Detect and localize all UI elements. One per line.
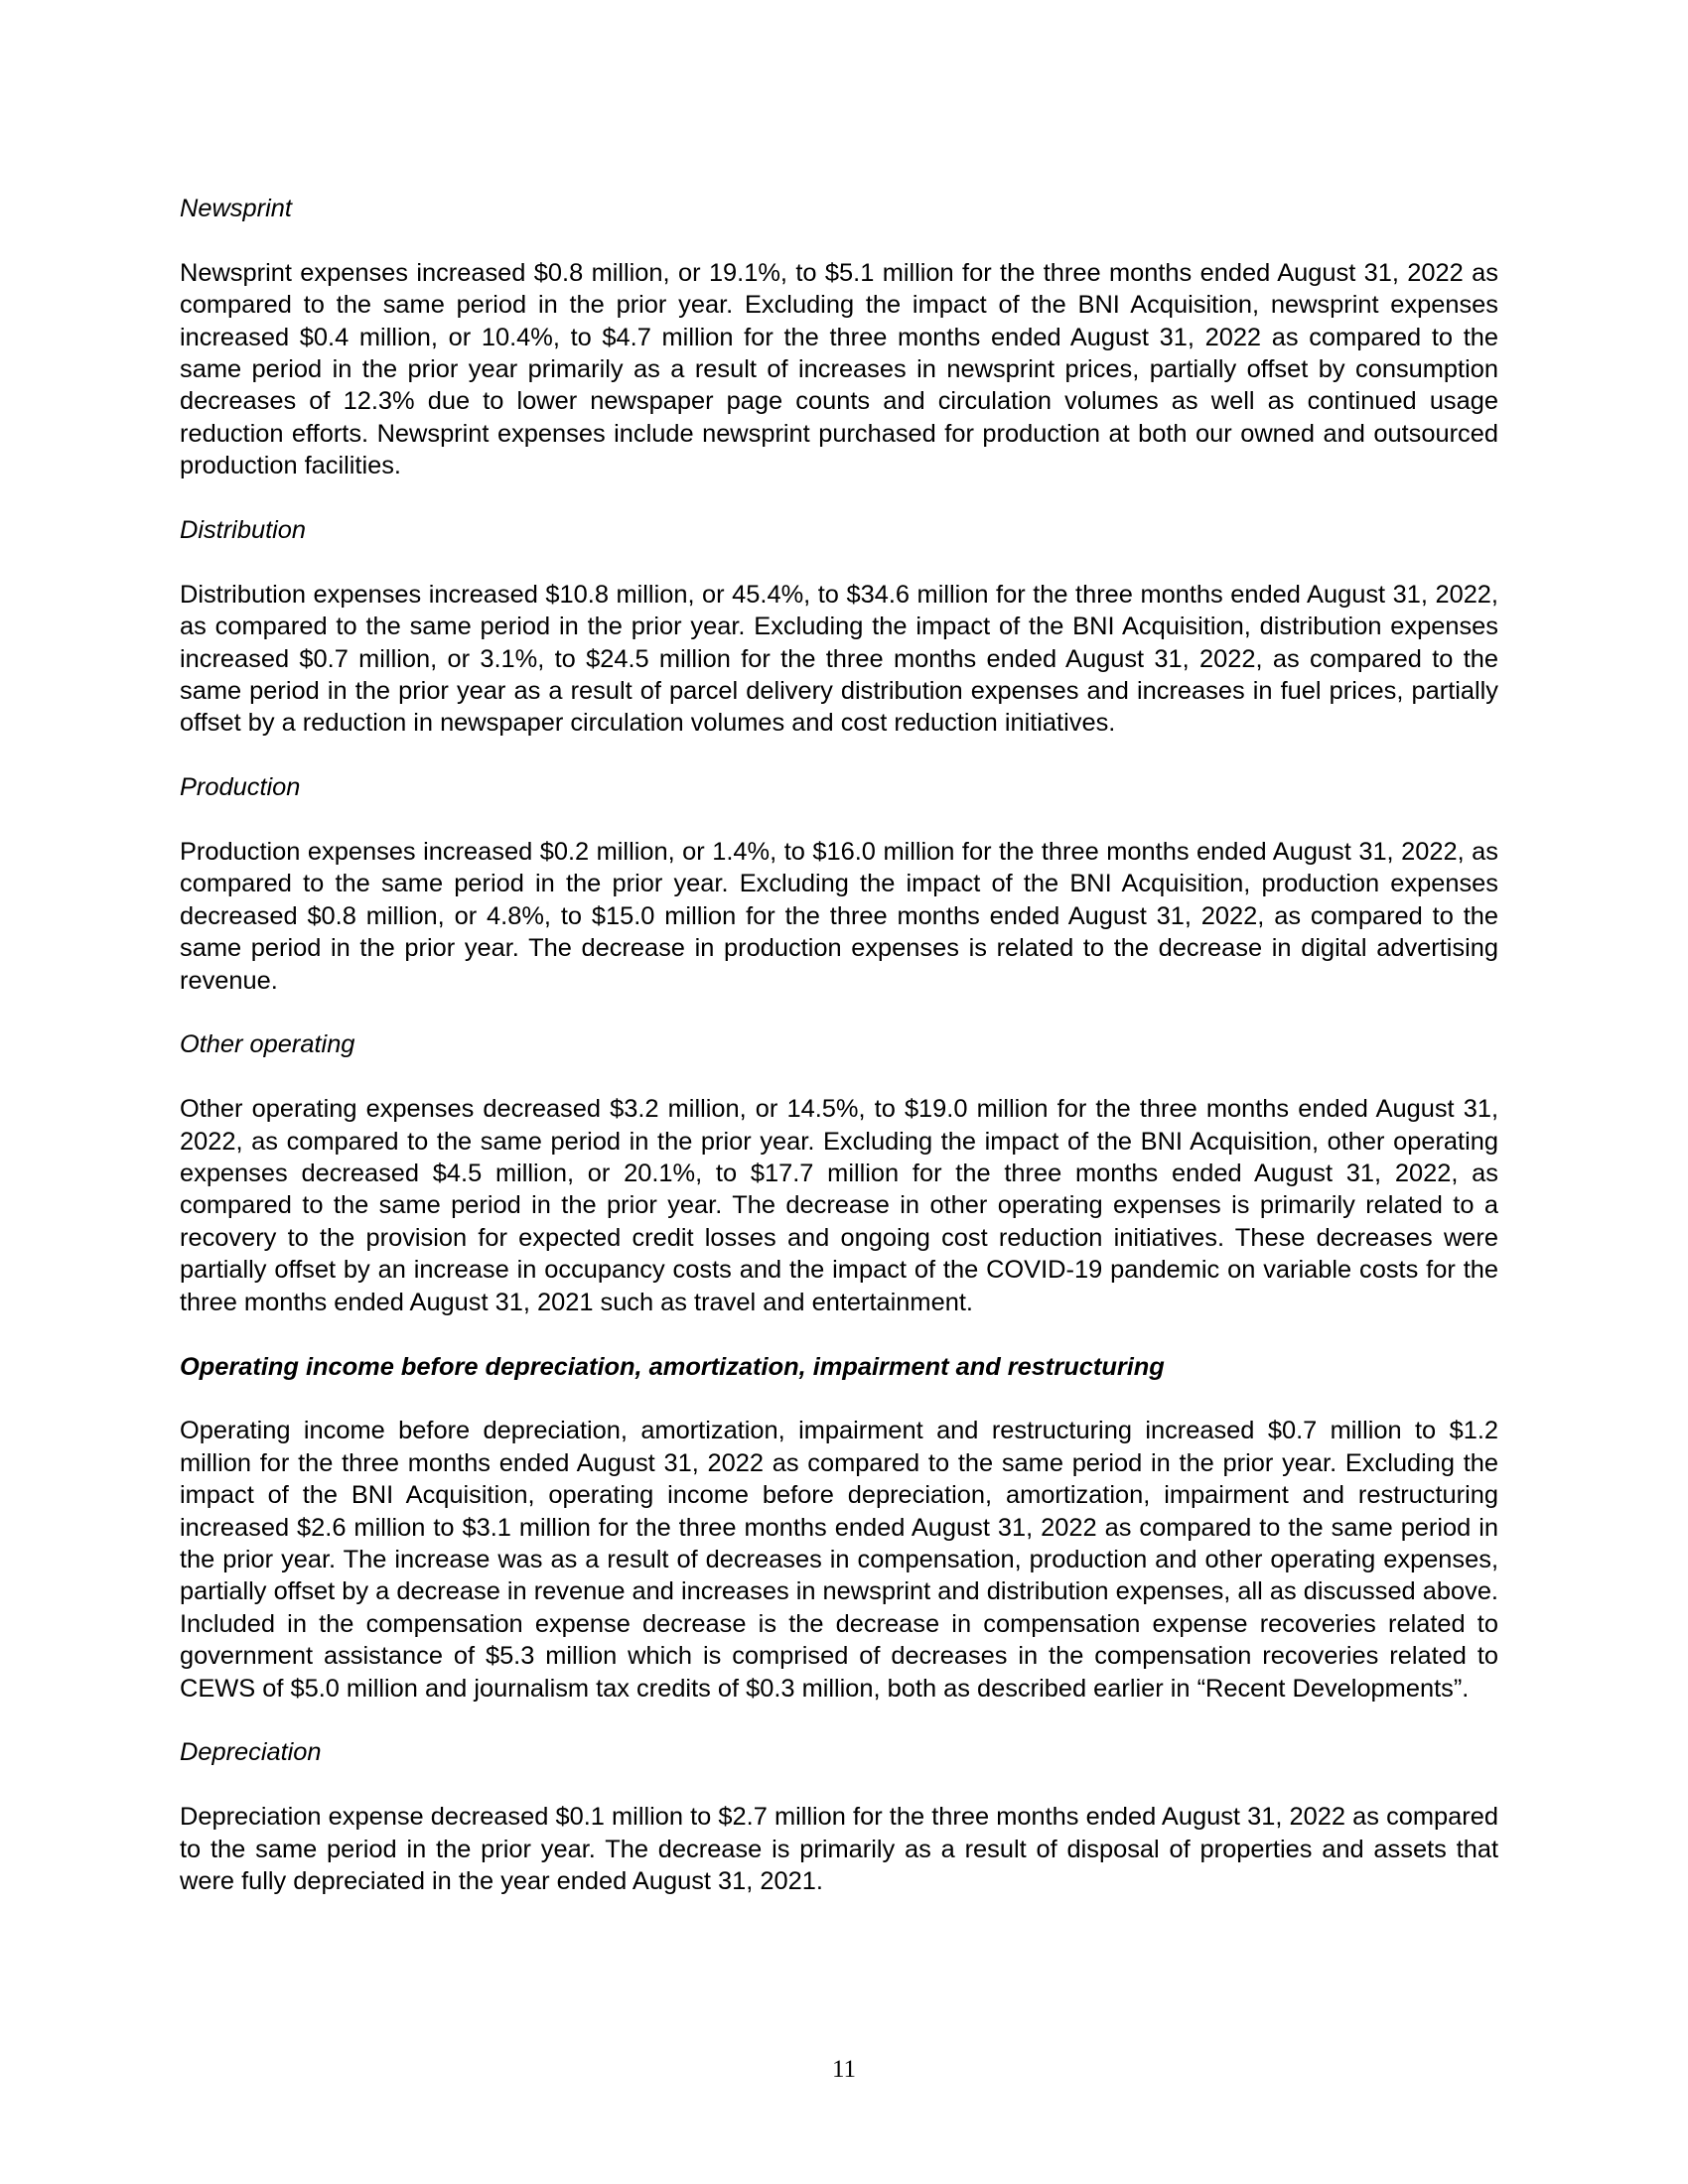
section-newsprint: [180, 193, 1498, 482]
section-distribution: [180, 514, 1498, 740]
section-depreciation: [180, 1736, 1498, 1897]
section-paragraph: Production expenses increased $0.2 million, or 1.4%, to $16.0 million for the three months ended August 31, 2022, as compared to the same period in the prior year. Excluding the impact of the BNI Acquisition, production expenses decreased $0.8 million, or 4.8%, to $15.0 million for the three months ended August 31, 2022, as compared to the same period in the prior year. The decrease in production expenses is related to the decrease in digital advertising revenue.: [180, 838, 1498, 995]
section-other-operating: [180, 1028, 1498, 1318]
section-paragraph: Depreciation expense decreased $0.1 million to $2.7 million for the three months ended August 31, 2022 as compared to the same period in the prior year. The decrease is primarily as a result of disposal of properties and assets that were fully depreciated in the year ended August 31, 2021.: [180, 1803, 1498, 1895]
document-page: [180, 193, 1498, 1930]
section-heading: Depreciation: [180, 1738, 322, 1767]
section-operating-income: [180, 1351, 1498, 1705]
page-number: 11: [831, 2056, 857, 2083]
section-heading: Distribution: [180, 516, 307, 545]
section-heading: Operating income before depreciation, amortization, impairment and restructuring: [180, 1352, 1165, 1381]
section-paragraph: Operating income before depreciation, amortization, impairment and restructuring increased $0.7 million to $1.2 million for the three months ended August 31, 2022 as compared to the same period in the prior year. Excluding the impact of the BNI Acquisition, operating income before depreciation, amortization, impairment and restructuring increased $2.6 million to $3.1 million for the three months ended August 31, 2022 as compared to the same period in the prior year. The increase was as a result of decreases in compensation, production and other operating expenses, partially offset by a decrease in revenue and increases in newsprint and distribution expenses, all as discussed above. Included in the compensation expense decrease is the decrease in compensation expense recoveries related to government assistance of $5.3 million which is comprised of decreases in the compensation recoveries related to CEWS of $5.0 million and journalism tax credits of $0.3 million, both as described earlier in “Recent Developments”.: [180, 1417, 1498, 1703]
section-paragraph: Distribution expenses increased $10.8 million, or 45.4%, to $34.6 million for the three months ended August 31, 2022, as compared to the same period in the prior year. Excluding the impact of the BNI Acquisition, distribution expenses increased $0.7 million, or 3.1%, to $24.5 million for the three months ended August 31, 2022, as compared to the same period in the prior year as a result of parcel delivery distribution expenses and increases in fuel prices, partially offset by a reduction in newspaper circulation volumes and cost reduction initiatives.: [180, 580, 1498, 738]
section-heading: Production: [180, 773, 301, 802]
section-heading: Other operating: [180, 1030, 355, 1059]
section-production: [180, 771, 1498, 997]
section-heading: Newsprint: [180, 195, 292, 222]
section-paragraph: Other operating expenses decreased $3.2 million, or 14.5%, to $19.0 million for the three months ended August 31, 2022, as compared to the same period in the prior year. Excluding the impact of the BNI Acquisition, other operating expenses decreased $4.5 million, or 20.1%, to $17.7 million for the three months ended August 31, 2022, as compared to the same period in the prior year. The decrease in other operating expenses is primarily related to a recovery to the provision for expected credit losses and ongoing cost reduction initiatives. These decreases were partially offset by an increase in occupancy costs and the impact of the COVID-19 pandemic on variable costs for the three months ended August 31, 2021 such as travel and entertainment.: [180, 1095, 1498, 1316]
section-paragraph: Newsprint expenses increased $0.8 million, or 19.1%, to $5.1 million for the three months ended August 31, 2022 as compared to the same period in the prior year. Excluding the impact of the BNI Acquisition, newsprint expenses increased $0.4 million, or 10.4%, to $4.7 million for the three months ended August 31, 2022 as compared to the same period in the prior year primarily as a result of increases in newsprint prices, partially offset by consumption decreases of 12.3% due to lower newspaper page counts and circulation volumes as well as continued usage reduction efforts. Newsprint expenses include newsprint purchased for production at both our owned and outsourced production facilities.: [180, 258, 1498, 480]
